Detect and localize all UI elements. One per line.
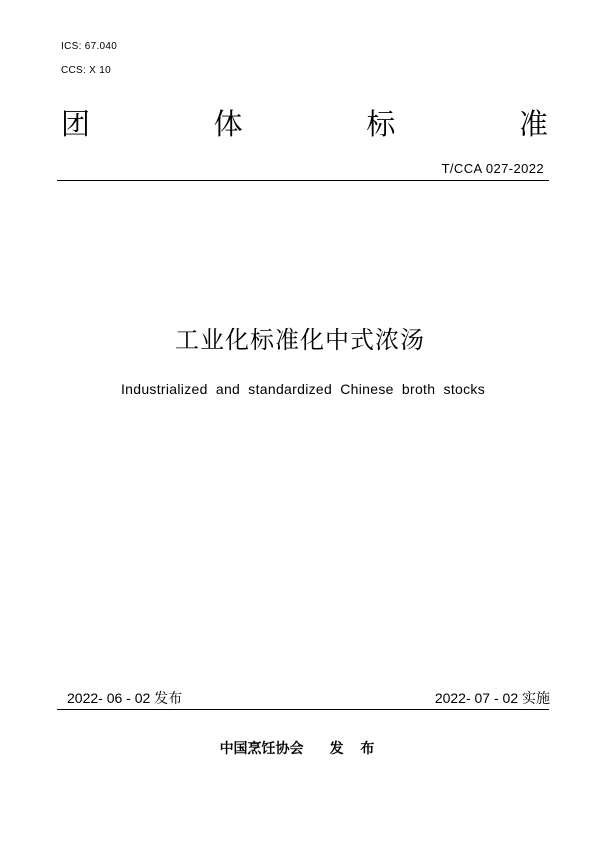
standard-category-title (61, 106, 548, 142)
category-char-4: 准 (518, 107, 548, 141)
publisher-line (0, 738, 600, 758)
standard-number: T/CCA 027-2022 (441, 161, 544, 176)
publish-label: 发 布 (329, 741, 381, 757)
ics-code: ICS: 67.040 (61, 41, 118, 52)
category-char-2: 体 (213, 107, 243, 141)
implementation-date: 2022- 07 - 02 实施 (434, 690, 550, 706)
category-char-3: 标 (366, 107, 396, 141)
publisher-name: 中国烹饪协会 (219, 741, 304, 757)
issue-date: 2022- 06 - 02 发布 (67, 690, 183, 706)
ccs-code: CCS: X 10 (61, 65, 111, 76)
document-title-chinese: 工业化标准化中式浓汤 (175, 326, 425, 354)
top-divider (57, 180, 549, 181)
bottom-divider (57, 709, 549, 710)
document-title-english: Industrialized and standardized Chinese broth stocks (120, 381, 485, 397)
category-char-1: 团 (61, 107, 91, 141)
